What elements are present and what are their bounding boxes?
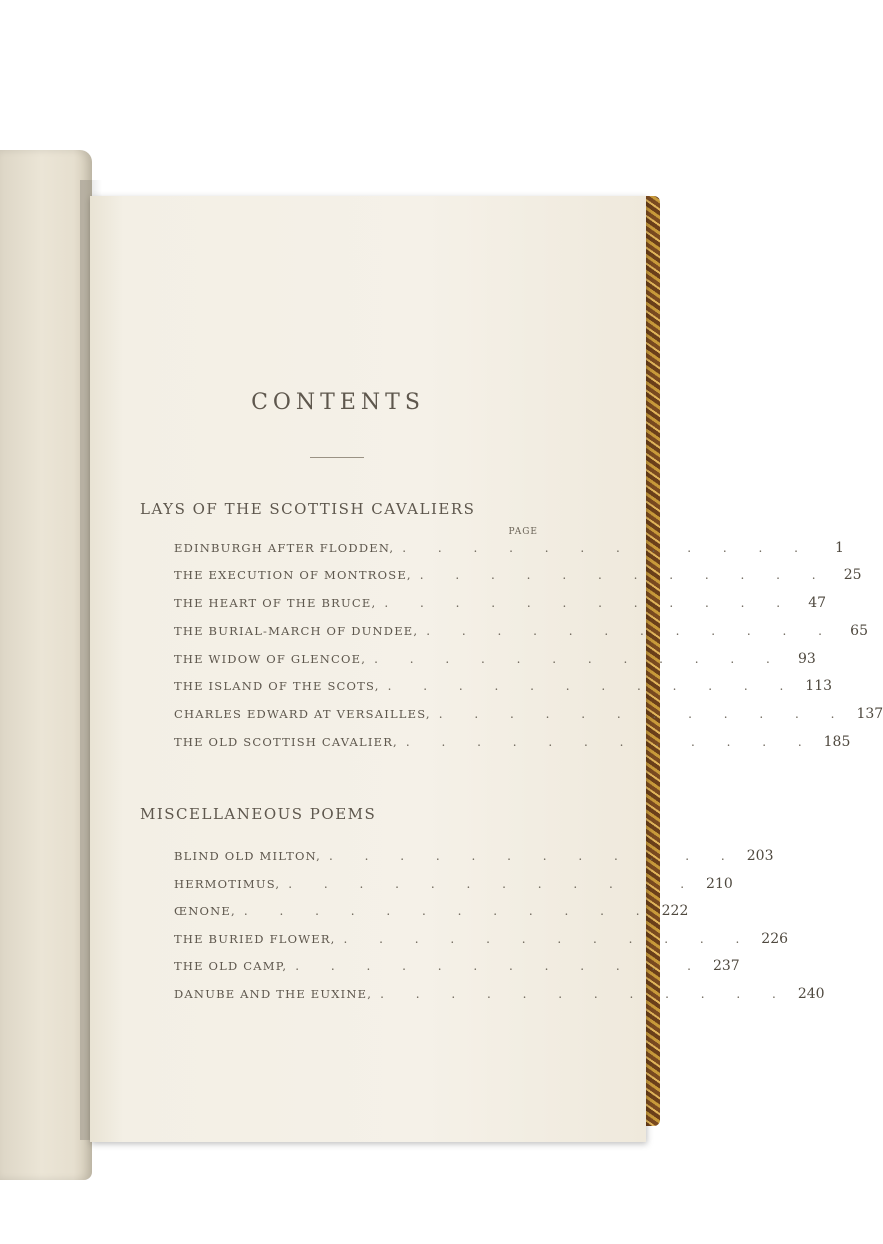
entry-page: 240: [797, 986, 825, 1002]
leader-dots: . . . . . . . . . . . .: [343, 932, 754, 946]
entry-title: THE HEART OF THE BRUCE,: [174, 596, 377, 610]
toc-entry: [174, 651, 816, 671]
leader-dots: . . . . . . . . . . . .: [384, 596, 795, 610]
toc-entry: [174, 931, 789, 951]
toc-entry: [174, 986, 825, 1006]
toc-entry: [174, 876, 733, 896]
entry-title: BLIND OLD MILTON,: [174, 849, 322, 863]
entry-page: 222: [661, 903, 689, 919]
page-column-header: PAGE: [508, 527, 538, 537]
leader-dots: . . . . . . . . . . . .: [387, 679, 798, 693]
entry-title: THE WIDOW OF GLENCOE,: [174, 652, 367, 666]
section-heading-miscellaneous: MISCELLANEOUS POEMS: [140, 805, 377, 823]
entry-page: 65: [850, 623, 868, 639]
leader-dots: . . . . . . . . . . . .: [405, 735, 816, 749]
entry-page: 93: [797, 651, 816, 667]
toc-entry: [174, 734, 851, 754]
entry-page: 25: [843, 567, 862, 583]
entry-page: 185: [823, 734, 851, 750]
leader-dots: . . . . . . . . . . . .: [419, 568, 830, 582]
leader-dots: . . . . . . . . . . . .: [295, 959, 705, 973]
entry-title: THE EXECUTION OF MONTROSE,: [174, 568, 412, 582]
leader-dots: . . . . . . . . . . . .: [438, 707, 849, 721]
entry-page: 137: [856, 706, 883, 722]
leader-dots: . . . . . . . . . . . .: [426, 624, 836, 638]
entry-page: 113: [805, 678, 833, 694]
entry-title: ŒNONE,: [174, 904, 236, 918]
toc-entry: [174, 567, 862, 587]
toc-entry: [174, 903, 689, 923]
entry-page: 47: [808, 595, 827, 611]
toc-entry: [174, 848, 774, 868]
entry-title: THE OLD SCOTTISH CAVALIER,: [174, 735, 398, 749]
toc-entry: [174, 706, 883, 726]
entry-title: HERMOTIMUS,: [174, 877, 281, 891]
entry-title: CHARLES EDWARD AT VERSAILLES,: [174, 707, 431, 721]
toc-entry: [174, 958, 740, 978]
entry-title: THE OLD CAMP,: [174, 959, 288, 973]
entry-title: THE BURIAL-MARCH OF DUNDEE,: [174, 624, 419, 638]
page-title: CONTENTS: [251, 390, 425, 415]
leader-dots: . . . . . . . . . . . .: [329, 849, 739, 863]
left-page: [0, 150, 92, 1180]
title-rule: [310, 457, 364, 458]
section-heading-cavaliers: LAYS OF THE SCOTTISH CAVALIERS: [140, 500, 476, 518]
leader-dots: . . . . . . . . . . . .: [288, 877, 699, 891]
entry-title: EDINBURGH AFTER FLODDEN,: [174, 541, 395, 555]
toc-entry: [174, 678, 833, 698]
leader-dots: . . . . . . . . . . . .: [380, 987, 790, 1001]
leader-dots: . . . . . . . . . . . .: [374, 652, 784, 666]
toc-entry: [174, 540, 844, 560]
leader-dots: . . . . . . . . . . . .: [402, 541, 812, 555]
entry-page: 1: [835, 540, 844, 556]
entry-page: 237: [712, 958, 740, 974]
entry-page: 203: [746, 848, 774, 864]
entry-title: DANUBE AND THE EUXINE,: [174, 987, 373, 1001]
entry-page: 226: [761, 931, 789, 947]
entry-title: THE BURIED FLOWER,: [174, 932, 336, 946]
entry-page: 210: [706, 876, 733, 892]
toc-entry: [174, 595, 827, 615]
toc-entry: [174, 623, 868, 643]
leader-dots: . . . . . . . . . . . .: [243, 904, 654, 918]
entry-title: THE ISLAND OF THE SCOTS,: [174, 679, 380, 693]
